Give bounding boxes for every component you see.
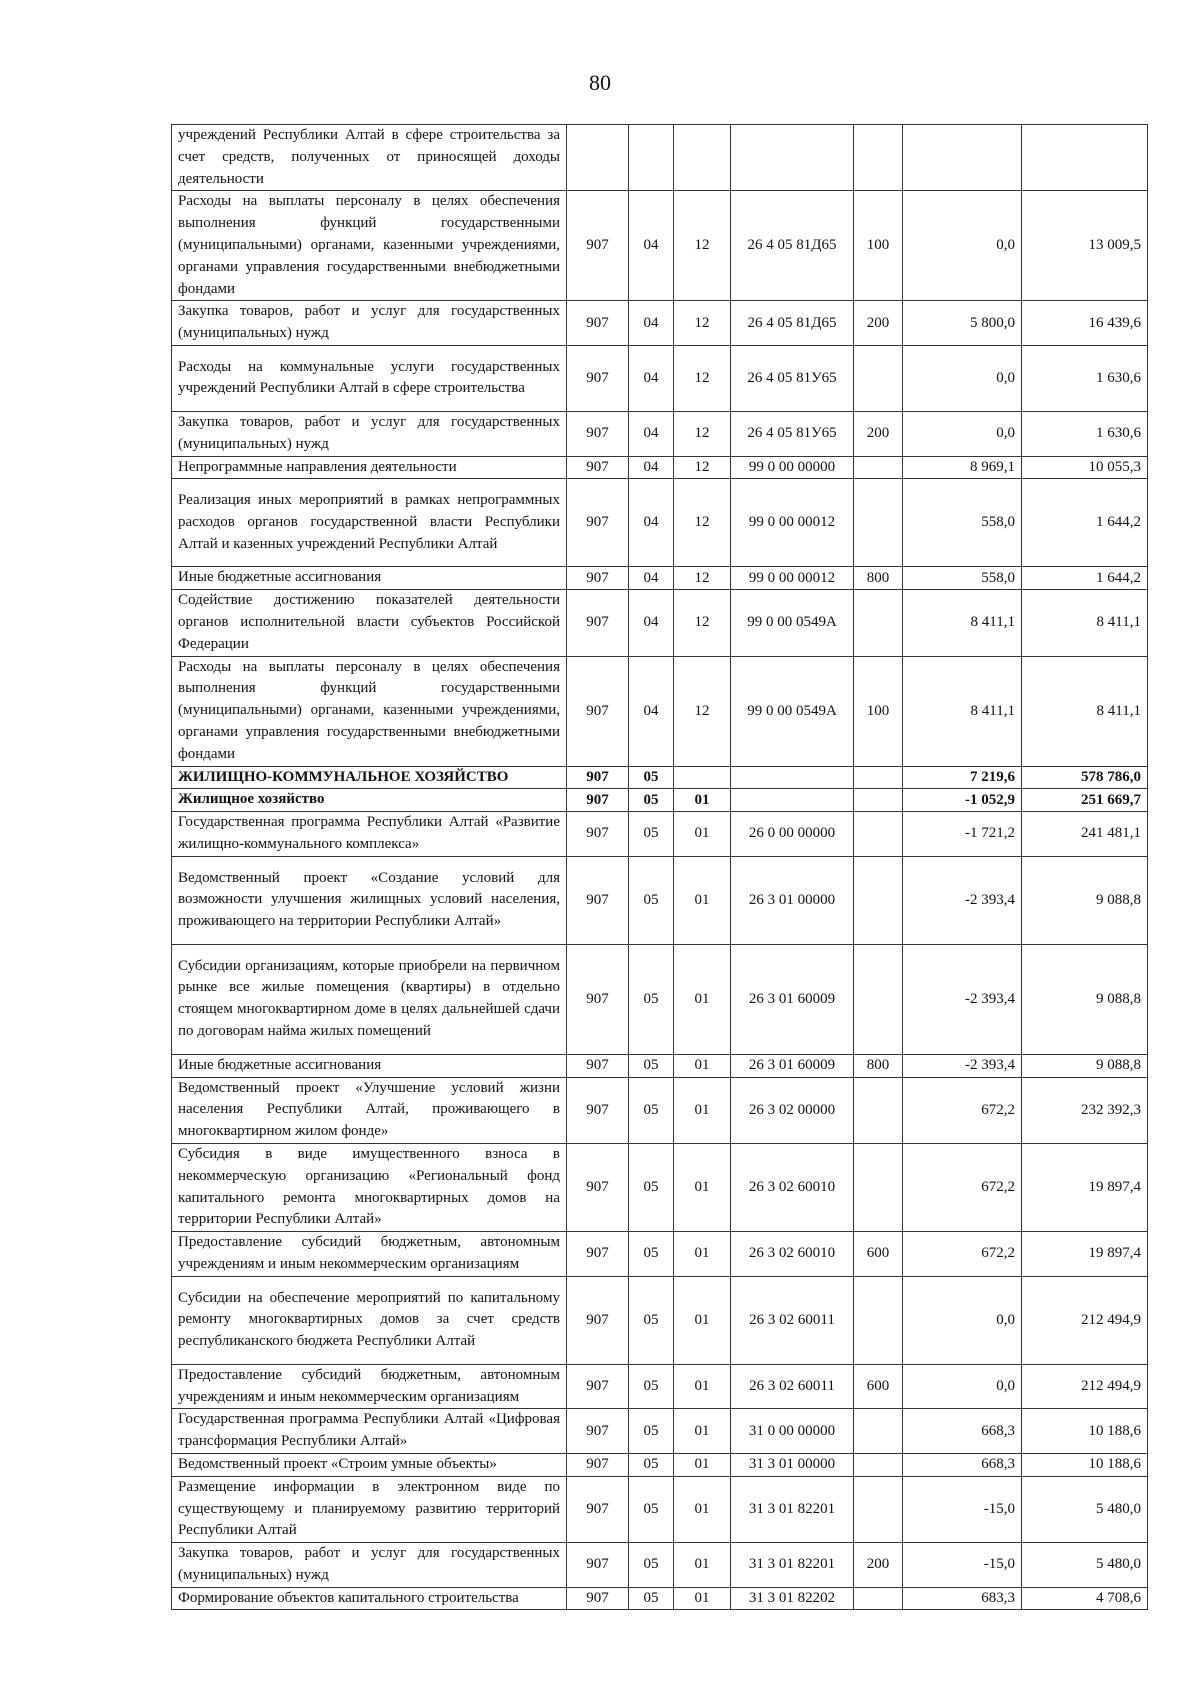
expense-type-code: 200 xyxy=(854,1543,903,1588)
amount-total: 1 644,2 xyxy=(1022,567,1148,590)
row-name: Закупка товаров, работ и услуг для государственных (муниципальных) нужд xyxy=(172,1543,567,1588)
section-code: 05 xyxy=(629,1077,674,1143)
subsection-code: 12 xyxy=(674,301,731,346)
amount-total: 5 480,0 xyxy=(1022,1476,1148,1542)
section-code: 05 xyxy=(629,812,674,857)
section-code: 05 xyxy=(629,1543,674,1588)
section-code: 05 xyxy=(629,1276,674,1364)
subsection-code: 01 xyxy=(674,1409,731,1454)
amount-total: 578 786,0 xyxy=(1022,766,1148,789)
amount-change: 672,2 xyxy=(903,1143,1022,1231)
admin-code: 907 xyxy=(567,812,629,857)
subsection-code: 12 xyxy=(674,567,731,590)
row-name: Ведомственный проект «Создание условий для возможности улучшения жилищных условий населения, проживающего на территории Республики Алтай» xyxy=(172,856,567,944)
row-name: Ведомственный проект «Улучшение условий жизни населения Республики Алтай, проживающего в многоквартирном жилом фонде» xyxy=(172,1077,567,1143)
section-code: 05 xyxy=(629,1587,674,1610)
amount-total: 1 630,6 xyxy=(1022,345,1148,411)
admin-code: 907 xyxy=(567,1587,629,1610)
table-row xyxy=(172,656,1148,766)
table-row xyxy=(172,567,1148,590)
table-row xyxy=(172,345,1148,411)
admin-code: 907 xyxy=(567,456,629,479)
section-code xyxy=(629,125,674,191)
admin-code: 907 xyxy=(567,1054,629,1077)
table-row xyxy=(172,1232,1148,1277)
row-name: учреждений Республики Алтай в сфере строительства за счет средств, полученных от приносящей доходы деятельности xyxy=(172,125,567,191)
target-article-code: 99 0 00 00000 xyxy=(731,456,854,479)
amount-change: -15,0 xyxy=(903,1476,1022,1542)
table-row xyxy=(172,944,1148,1054)
amount-change: -15,0 xyxy=(903,1543,1022,1588)
subsection-code: 01 xyxy=(674,1364,731,1409)
target-article-code: 99 0 00 00012 xyxy=(731,479,854,567)
admin-code: 907 xyxy=(567,1543,629,1588)
row-name: Содействие достижению показателей деятельности органов исполнительной власти субъектов Российской Федерации xyxy=(172,590,567,656)
subsection-code: 01 xyxy=(674,1143,731,1231)
amount-change: 0,0 xyxy=(903,411,1022,456)
table-row xyxy=(172,1143,1148,1231)
target-article-code: 26 3 02 60011 xyxy=(731,1364,854,1409)
amount-change: 0,0 xyxy=(903,345,1022,411)
target-article-code: 99 0 00 00012 xyxy=(731,567,854,590)
subsection-code: 01 xyxy=(674,1453,731,1476)
row-name: Субсидии на обеспечение мероприятий по капитальному ремонту многоквартирных домов за счет средств республиканского бюджета Республики Алтай xyxy=(172,1276,567,1364)
section-code: 04 xyxy=(629,656,674,766)
row-name: Расходы на выплаты персоналу в целях обеспечения выполнения функций государственными (муниципальными) органами, казенными учреждениями, органами управления государственными внебюджетными фондами xyxy=(172,191,567,301)
subsection-code: 01 xyxy=(674,1054,731,1077)
amount-change: -2 393,4 xyxy=(903,856,1022,944)
subsection-code: 01 xyxy=(674,812,731,857)
amount-change xyxy=(903,125,1022,191)
section-code: 05 xyxy=(629,856,674,944)
subsection-code xyxy=(674,766,731,789)
amount-change: 672,2 xyxy=(903,1232,1022,1277)
target-article-code: 31 3 01 82201 xyxy=(731,1476,854,1542)
amount-total: 9 088,8 xyxy=(1022,1054,1148,1077)
subsection-code: 12 xyxy=(674,656,731,766)
table-row xyxy=(172,766,1148,789)
target-article-code: 26 4 05 81Д65 xyxy=(731,191,854,301)
section-code: 04 xyxy=(629,345,674,411)
admin-code: 907 xyxy=(567,1077,629,1143)
admin-code: 907 xyxy=(567,1232,629,1277)
row-name: Субсидия в виде имущественного взноса в некоммерческую организацию «Региональный фонд капитального ремонта многоквартирных домов на территории Республики Алтай» xyxy=(172,1143,567,1231)
row-name: Жилищное хозяйство xyxy=(172,789,567,812)
amount-change: 8 411,1 xyxy=(903,656,1022,766)
amount-change: 558,0 xyxy=(903,479,1022,567)
amount-total: 13 009,5 xyxy=(1022,191,1148,301)
amount-change: -1 052,9 xyxy=(903,789,1022,812)
section-code: 04 xyxy=(629,456,674,479)
table-row xyxy=(172,856,1148,944)
amount-total xyxy=(1022,125,1148,191)
row-name: Субсидии организациям, которые приобрели на первичном рынке все жилые помещения (квартиры) в отдельно стоящем многоквартирном доме в целях дальнейшей сдачи по договорам найма жилых помещений xyxy=(172,944,567,1054)
section-code: 04 xyxy=(629,191,674,301)
section-code: 05 xyxy=(629,1364,674,1409)
target-article-code: 26 3 02 60011 xyxy=(731,1276,854,1364)
target-article-code: 26 3 02 60010 xyxy=(731,1143,854,1231)
expense-type-code: 100 xyxy=(854,656,903,766)
table-row xyxy=(172,191,1148,301)
amount-change: 5 800,0 xyxy=(903,301,1022,346)
subsection-code: 01 xyxy=(674,1476,731,1542)
admin-code: 907 xyxy=(567,590,629,656)
target-article-code: 26 3 02 00000 xyxy=(731,1077,854,1143)
admin-code: 907 xyxy=(567,1476,629,1542)
admin-code: 907 xyxy=(567,191,629,301)
amount-total: 10 188,6 xyxy=(1022,1453,1148,1476)
amount-total: 9 088,8 xyxy=(1022,944,1148,1054)
amount-change: 8 969,1 xyxy=(903,456,1022,479)
target-article-code: 99 0 00 0549А xyxy=(731,590,854,656)
admin-code: 907 xyxy=(567,1453,629,1476)
amount-total: 4 708,6 xyxy=(1022,1587,1148,1610)
expense-type-code xyxy=(854,812,903,857)
subsection-code: 01 xyxy=(674,944,731,1054)
row-name: Государственная программа Республики Алтай «Развитие жилищно-коммунального комплекса» xyxy=(172,812,567,857)
target-article-code xyxy=(731,125,854,191)
amount-change: -2 393,4 xyxy=(903,1054,1022,1077)
section-code: 05 xyxy=(629,1232,674,1277)
expense-type-code: 200 xyxy=(854,301,903,346)
amount-change: 668,3 xyxy=(903,1453,1022,1476)
admin-code: 907 xyxy=(567,944,629,1054)
target-article-code: 26 4 05 81Д65 xyxy=(731,301,854,346)
subsection-code: 01 xyxy=(674,789,731,812)
target-article-code xyxy=(731,789,854,812)
subsection-code: 12 xyxy=(674,456,731,479)
section-code: 05 xyxy=(629,944,674,1054)
admin-code xyxy=(567,125,629,191)
row-name: Ведомственный проект «Строим умные объекты» xyxy=(172,1453,567,1476)
amount-total: 8 411,1 xyxy=(1022,590,1148,656)
amount-total: 10 055,3 xyxy=(1022,456,1148,479)
target-article-code: 26 3 02 60010 xyxy=(731,1232,854,1277)
section-code: 05 xyxy=(629,1054,674,1077)
amount-total: 232 392,3 xyxy=(1022,1077,1148,1143)
section-code: 04 xyxy=(629,301,674,346)
admin-code: 907 xyxy=(567,1364,629,1409)
row-name: Иные бюджетные ассигнования xyxy=(172,1054,567,1077)
expense-type-code xyxy=(854,1453,903,1476)
subsection-code: 01 xyxy=(674,1543,731,1588)
target-article-code: 26 4 05 81У65 xyxy=(731,345,854,411)
amount-total: 19 897,4 xyxy=(1022,1143,1148,1231)
table-row xyxy=(172,411,1148,456)
target-article-code: 31 3 01 82202 xyxy=(731,1587,854,1610)
amount-change: 683,3 xyxy=(903,1587,1022,1610)
target-article-code: 26 0 00 00000 xyxy=(731,812,854,857)
table-row xyxy=(172,456,1148,479)
admin-code: 907 xyxy=(567,1143,629,1231)
budget-table xyxy=(171,124,1148,1610)
table-row xyxy=(172,1476,1148,1542)
target-article-code: 99 0 00 0549А xyxy=(731,656,854,766)
table-row xyxy=(172,1054,1148,1077)
target-article-code: 26 3 01 60009 xyxy=(731,944,854,1054)
expense-type-code xyxy=(854,944,903,1054)
row-name: Предоставление субсидий бюджетным, автономным учреждениям и иным некоммерческим организациям xyxy=(172,1232,567,1277)
subsection-code xyxy=(674,125,731,191)
subsection-code: 01 xyxy=(674,1587,731,1610)
table-row xyxy=(172,1364,1148,1409)
amount-change: 0,0 xyxy=(903,1364,1022,1409)
expense-type-code: 600 xyxy=(854,1232,903,1277)
admin-code: 907 xyxy=(567,766,629,789)
amount-total: 212 494,9 xyxy=(1022,1276,1148,1364)
row-name: Государственная программа Республики Алтай «Цифровая трансформация Республики Алтай» xyxy=(172,1409,567,1454)
amount-change: 0,0 xyxy=(903,191,1022,301)
row-name: Непрограммные направления деятельности xyxy=(172,456,567,479)
expense-type-code xyxy=(854,1077,903,1143)
subsection-code: 12 xyxy=(674,345,731,411)
expense-type-code xyxy=(854,1476,903,1542)
section-code: 05 xyxy=(629,789,674,812)
expense-type-code: 100 xyxy=(854,191,903,301)
row-name: Расходы на выплаты персоналу в целях обеспечения выполнения функций государственными (муниципальными) органами, казенными учреждениями, органами управления государственными внебюджетными фондами xyxy=(172,656,567,766)
amount-change: 8 411,1 xyxy=(903,590,1022,656)
section-code: 04 xyxy=(629,590,674,656)
table-row xyxy=(172,812,1148,857)
amount-change: 672,2 xyxy=(903,1077,1022,1143)
expense-type-code xyxy=(854,345,903,411)
table-row xyxy=(172,1587,1148,1610)
amount-change: -1 721,2 xyxy=(903,812,1022,857)
target-article-code: 31 3 01 00000 xyxy=(731,1453,854,1476)
amount-total: 19 897,4 xyxy=(1022,1232,1148,1277)
row-name: Формирование объектов капитального строительства xyxy=(172,1587,567,1610)
amount-change: 668,3 xyxy=(903,1409,1022,1454)
section-code: 05 xyxy=(629,1409,674,1454)
target-article-code: 26 3 01 00000 xyxy=(731,856,854,944)
section-code: 05 xyxy=(629,766,674,789)
amount-total: 9 088,8 xyxy=(1022,856,1148,944)
table-row xyxy=(172,1453,1148,1476)
row-name: ЖИЛИЩНО-КОММУНАЛЬНОЕ ХОЗЯЙСТВО xyxy=(172,766,567,789)
section-code: 04 xyxy=(629,411,674,456)
section-code: 04 xyxy=(629,567,674,590)
table-row xyxy=(172,1409,1148,1454)
table-row xyxy=(172,789,1148,812)
budget-table-body xyxy=(172,125,1148,1610)
row-name: Иные бюджетные ассигнования xyxy=(172,567,567,590)
admin-code: 907 xyxy=(567,656,629,766)
table-row xyxy=(172,1276,1148,1364)
expense-type-code xyxy=(854,590,903,656)
subsection-code: 12 xyxy=(674,590,731,656)
admin-code: 907 xyxy=(567,1276,629,1364)
section-code: 05 xyxy=(629,1476,674,1542)
row-name: Реализация иных мероприятий в рамках непрограммных расходов органов государственной власти Республики Алтай и казенных учреждений Республики Алтай xyxy=(172,479,567,567)
amount-total: 1 630,6 xyxy=(1022,411,1148,456)
amount-total: 212 494,9 xyxy=(1022,1364,1148,1409)
amount-change: 558,0 xyxy=(903,567,1022,590)
expense-type-code xyxy=(854,1276,903,1364)
target-article-code: 26 4 05 81У65 xyxy=(731,411,854,456)
expense-type-code xyxy=(854,479,903,567)
subsection-code: 12 xyxy=(674,411,731,456)
amount-change: 7 219,6 xyxy=(903,766,1022,789)
expense-type-code xyxy=(854,125,903,191)
admin-code: 907 xyxy=(567,856,629,944)
admin-code: 907 xyxy=(567,301,629,346)
admin-code: 907 xyxy=(567,479,629,567)
admin-code: 907 xyxy=(567,567,629,590)
table-row xyxy=(172,301,1148,346)
target-article-code: 31 0 00 00000 xyxy=(731,1409,854,1454)
amount-total: 251 669,7 xyxy=(1022,789,1148,812)
table-row xyxy=(172,479,1148,567)
section-code: 05 xyxy=(629,1143,674,1231)
expense-type-code: 800 xyxy=(854,1054,903,1077)
expense-type-code: 200 xyxy=(854,411,903,456)
table-row xyxy=(172,1543,1148,1588)
admin-code: 907 xyxy=(567,1409,629,1454)
expense-type-code xyxy=(854,1587,903,1610)
table-row xyxy=(172,590,1148,656)
amount-total: 8 411,1 xyxy=(1022,656,1148,766)
row-name: Размещение информации в электронном виде по существующему и планируемому развитию территорий Республики Алтай xyxy=(172,1476,567,1542)
subsection-code: 12 xyxy=(674,191,731,301)
subsection-code: 01 xyxy=(674,1077,731,1143)
section-code: 05 xyxy=(629,1453,674,1476)
section-code: 04 xyxy=(629,479,674,567)
expense-type-code xyxy=(854,856,903,944)
amount-total: 16 439,6 xyxy=(1022,301,1148,346)
expense-type-code: 600 xyxy=(854,1364,903,1409)
amount-total: 1 644,2 xyxy=(1022,479,1148,567)
table-row xyxy=(172,125,1148,191)
amount-total: 5 480,0 xyxy=(1022,1543,1148,1588)
admin-code: 907 xyxy=(567,789,629,812)
row-name: Предоставление субсидий бюджетным, автономным учреждениям и иным некоммерческим организациям xyxy=(172,1364,567,1409)
target-article-code: 31 3 01 82201 xyxy=(731,1543,854,1588)
expense-type-code: 800 xyxy=(854,567,903,590)
subsection-code: 12 xyxy=(674,479,731,567)
table-row xyxy=(172,1077,1148,1143)
expense-type-code xyxy=(854,1409,903,1454)
expense-type-code xyxy=(854,766,903,789)
amount-change: 0,0 xyxy=(903,1276,1022,1364)
target-article-code xyxy=(731,766,854,789)
row-name: Закупка товаров, работ и услуг для государственных (муниципальных) нужд xyxy=(172,411,567,456)
amount-total: 10 188,6 xyxy=(1022,1409,1148,1454)
page-number: 80 xyxy=(589,70,611,95)
target-article-code: 26 3 01 60009 xyxy=(731,1054,854,1077)
admin-code: 907 xyxy=(567,345,629,411)
expense-type-code xyxy=(854,1143,903,1231)
amount-total: 241 481,1 xyxy=(1022,812,1148,857)
expense-type-code xyxy=(854,456,903,479)
admin-code: 907 xyxy=(567,411,629,456)
amount-change: -2 393,4 xyxy=(903,944,1022,1054)
subsection-code: 01 xyxy=(674,856,731,944)
subsection-code: 01 xyxy=(674,1232,731,1277)
expense-type-code xyxy=(854,789,903,812)
row-name: Расходы на коммунальные услуги государственных учреждений Республики Алтай в сфере строительства xyxy=(172,345,567,411)
subsection-code: 01 xyxy=(674,1276,731,1364)
row-name: Закупка товаров, работ и услуг для государственных (муниципальных) нужд xyxy=(172,301,567,346)
